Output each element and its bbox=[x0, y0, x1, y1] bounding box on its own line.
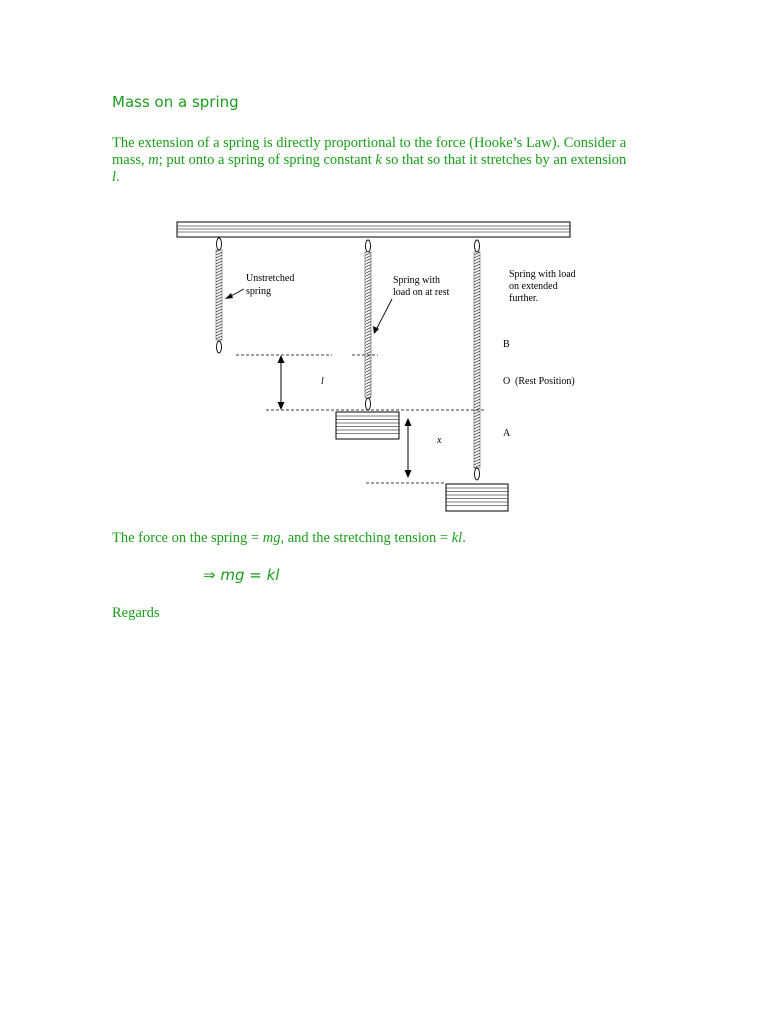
label-rest-line1: Spring with bbox=[393, 275, 440, 286]
symbol-kl: kl bbox=[451, 530, 463, 546]
symbol-l: l bbox=[112, 169, 117, 185]
extension-l-arrow bbox=[278, 355, 285, 410]
spring-at-rest bbox=[365, 240, 371, 410]
label-unstretched-line1: Unstretched bbox=[246, 273, 295, 284]
load-block-rest bbox=[336, 412, 399, 439]
intro-text-2: ; put onto a spring of spring constant bbox=[158, 152, 376, 168]
label-rest-line2: load on at rest bbox=[393, 287, 450, 298]
equation-expression: mg = kl bbox=[220, 566, 280, 584]
rest-pointer bbox=[373, 299, 392, 334]
unstretched-pointer bbox=[225, 289, 244, 299]
symbol-mg: mg bbox=[262, 530, 281, 546]
force-text-2: , and the stretching tension = bbox=[280, 530, 452, 546]
intro-text-4: . bbox=[116, 169, 120, 185]
equation bbox=[203, 566, 279, 584]
label-position-b: B bbox=[503, 339, 510, 350]
load-block-extended bbox=[446, 484, 508, 511]
force-text-3: . bbox=[462, 530, 466, 546]
implies-arrow: ⇒ bbox=[203, 566, 216, 584]
symbol-k: k bbox=[375, 152, 382, 168]
intro-text-1: The extension of a spring is directly proportional to the force (Hooke’s Law). Consider a mass, bbox=[112, 135, 627, 168]
label-extended-line3: further. bbox=[509, 293, 539, 304]
label-extended-line2: on extended bbox=[509, 281, 558, 292]
displacement-x-arrow bbox=[405, 418, 412, 478]
label-unstretched-line2: spring bbox=[246, 286, 271, 297]
label-position-a: A bbox=[503, 428, 511, 439]
label-rest-position: (Rest Position) bbox=[515, 376, 575, 387]
closing-text: Regards bbox=[112, 605, 160, 621]
symbol-m: m bbox=[148, 152, 159, 168]
force-paragraph bbox=[112, 530, 660, 547]
force-text-1: The force on the spring = bbox=[112, 530, 263, 546]
spring-extended bbox=[474, 240, 480, 480]
page-title: Mass on a spring bbox=[112, 93, 239, 111]
label-extension-l: l bbox=[321, 376, 324, 387]
label-position-o: O bbox=[503, 376, 511, 387]
ceiling-bar bbox=[177, 222, 570, 237]
unstretched-spring bbox=[216, 238, 222, 353]
intro-text-3: so that so that it stretches by an extension bbox=[381, 152, 627, 168]
label-extended-line1: Spring with load bbox=[509, 269, 576, 280]
label-displacement-x: x bbox=[437, 435, 442, 446]
